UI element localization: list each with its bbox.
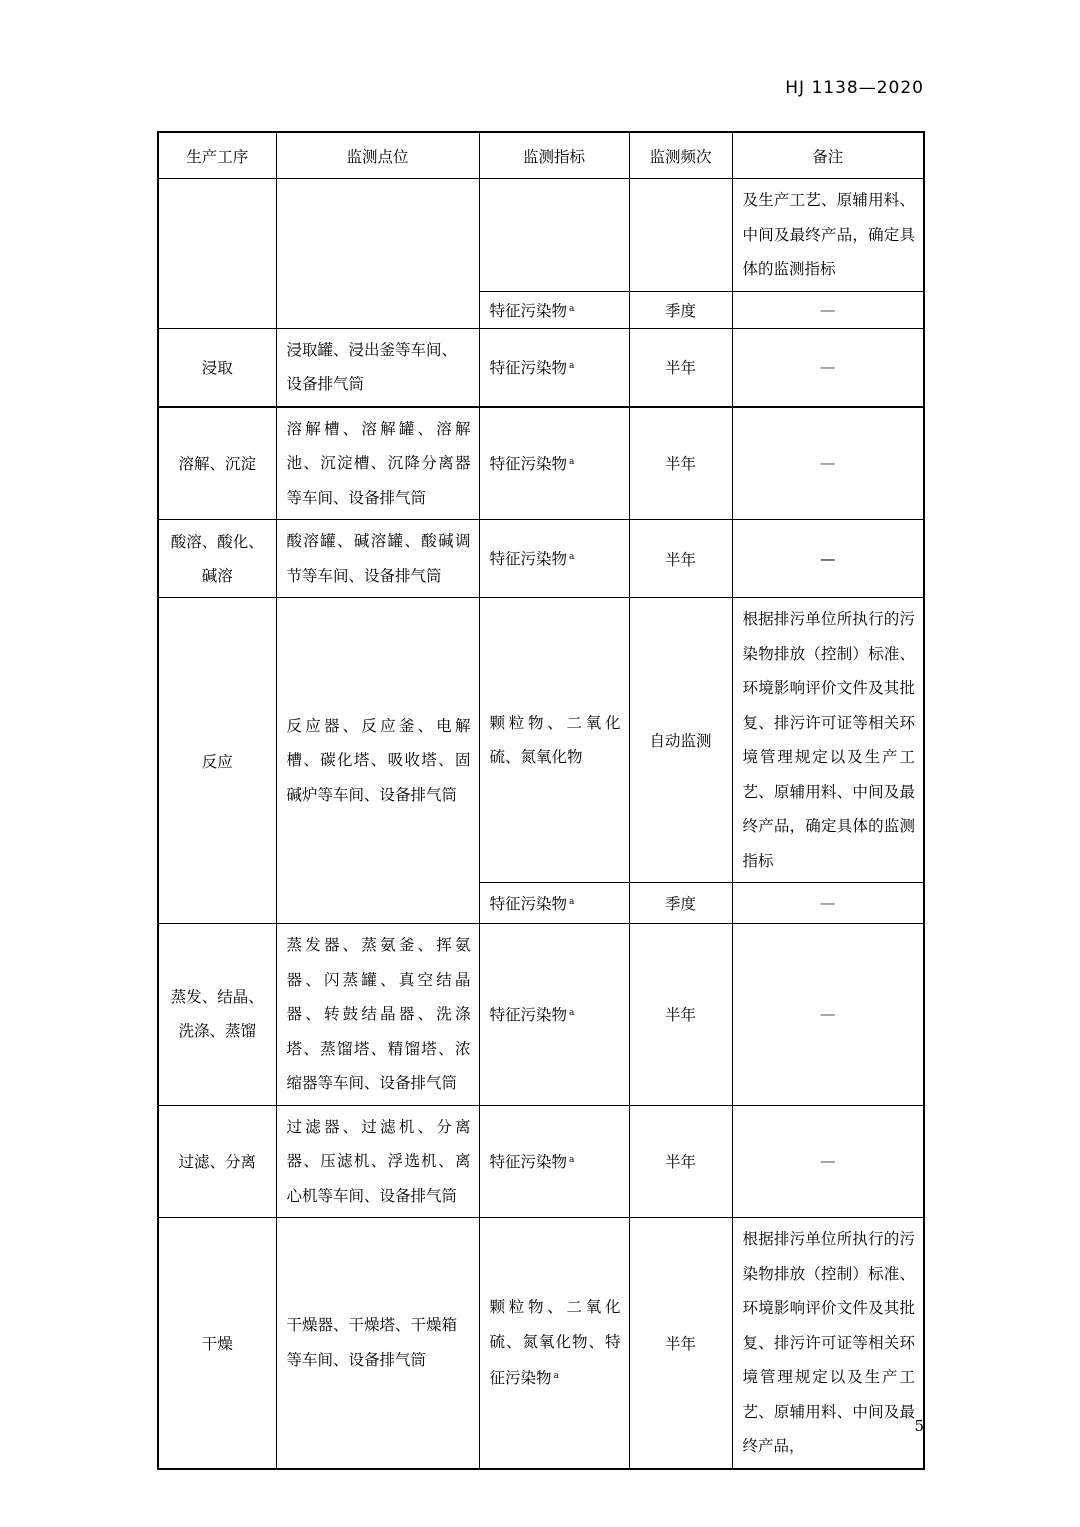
column-header: 监测点位: [276, 132, 479, 179]
point-cell: 干燥器、干燥塔、干燥箱等车间、设备排气筒: [276, 1218, 479, 1469]
note-cell: 及生产工艺、原辅用料、中间及最终产品，确定具体的监测指标: [732, 179, 924, 292]
indicator-cell: 特征污染物 $^a$: [479, 520, 629, 598]
process-cell: 浸取: [158, 328, 276, 407]
table-row: [158, 179, 924, 292]
column-header: 监测频次: [629, 132, 732, 179]
process-cell: [158, 179, 276, 329]
indicator-cell: 颗粒物、二氧化硫、氮氧化物、特征污染物 $^a$: [479, 1218, 629, 1469]
document-code: HJ 1138—2020: [785, 78, 924, 98]
process-cell: 蒸发、结晶、洗涤、蒸馏: [158, 924, 276, 1106]
note-cell: —: [732, 520, 924, 598]
freq-cell: [629, 179, 732, 292]
freq-cell: 半年: [629, 328, 732, 407]
process-cell: 酸溶、酸化、碱溶: [158, 520, 276, 598]
monitoring-table: [157, 131, 925, 1470]
freq-cell: 半年: [629, 1218, 732, 1469]
process-cell: 干燥: [158, 1218, 276, 1469]
process-cell: 反应: [158, 598, 276, 924]
freq-cell: 半年: [629, 924, 732, 1106]
freq-cell: 半年: [629, 407, 732, 520]
table-row: [158, 407, 924, 520]
point-cell: 溶解槽、溶解罐、溶解池、沉淀槽、沉降分离器等车间、设备排气筒: [276, 407, 479, 520]
point-cell: [276, 179, 479, 329]
indicator-cell: [479, 179, 629, 292]
process-cell: 溶解、沉淀: [158, 407, 276, 520]
freq-cell: 半年: [629, 1105, 732, 1218]
note-cell: —: [732, 924, 924, 1106]
column-header: 备注: [732, 132, 924, 179]
table-row: [158, 598, 924, 883]
table-header-row: [158, 132, 924, 179]
indicator-cell: 颗粒物、二氧化硫、氮氧化物: [479, 598, 629, 883]
point-cell: 蒸发器、蒸氨釜、挥氨器、闪蒸罐、真空结晶器、转鼓结晶器、洗涤塔、蒸馏塔、精馏塔、浓缩器等车间、设备排气筒: [276, 924, 479, 1106]
note-cell: —: [732, 1105, 924, 1218]
point-cell: 浸取罐、浸出釜等车间、设备排气筒: [276, 328, 479, 407]
freq-cell: 半年: [629, 520, 732, 598]
table-row: [158, 1105, 924, 1218]
freq-cell: 季度: [629, 883, 732, 924]
note-cell: —: [732, 328, 924, 407]
column-header: 监测指标: [479, 132, 629, 179]
point-cell: 酸溶罐、碱溶罐、酸碱调节等车间、设备排气筒: [276, 520, 479, 598]
indicator-cell: 特征污染物 $^a$: [479, 1105, 629, 1218]
note-cell: 根据排污单位所执行的污染物排放（控制）标准、环境影响评价文件及其批复、排污许可证等相关环境管理规定以及生产工艺、原辅用料、中间及最终产品，确定具体的监测指标: [732, 598, 924, 883]
indicator-cell: 特征污染物 $^a$: [479, 328, 629, 407]
table-row: [158, 520, 924, 598]
indicator-cell: 特征污染物 $^a$: [479, 883, 629, 924]
freq-cell: 自动监测: [629, 598, 732, 883]
note-cell: —: [732, 407, 924, 520]
note-cell: 根据排污单位所执行的污染物排放（控制）标准、环境影响评价文件及其批复、排污许可证等相关环境管理规定以及生产工艺、原辅用料、中间及最终产品，: [732, 1218, 924, 1469]
table-row: [158, 328, 924, 407]
indicator-cell: 特征污染物 $^a$: [479, 924, 629, 1106]
point-cell: 过滤器、过滤机、分离器、压滤机、浮选机、离心机等车间、设备排气筒: [276, 1105, 479, 1218]
point-cell: 反应器、反应釜、电解槽、碳化塔、吸收塔、固碱炉等车间、设备排气筒: [276, 598, 479, 924]
column-header: 生产工序: [158, 132, 276, 179]
indicator-cell: 特征污染物 $^a$: [479, 291, 629, 328]
page-number: 5: [914, 1417, 924, 1435]
process-cell: 过滤、分离: [158, 1105, 276, 1218]
note-cell: —: [732, 883, 924, 924]
note-cell: —: [732, 291, 924, 328]
indicator-cell: 特征污染物 $^a$: [479, 407, 629, 520]
table-row: [158, 924, 924, 1106]
freq-cell: 季度: [629, 291, 732, 328]
table-row: [158, 1218, 924, 1469]
